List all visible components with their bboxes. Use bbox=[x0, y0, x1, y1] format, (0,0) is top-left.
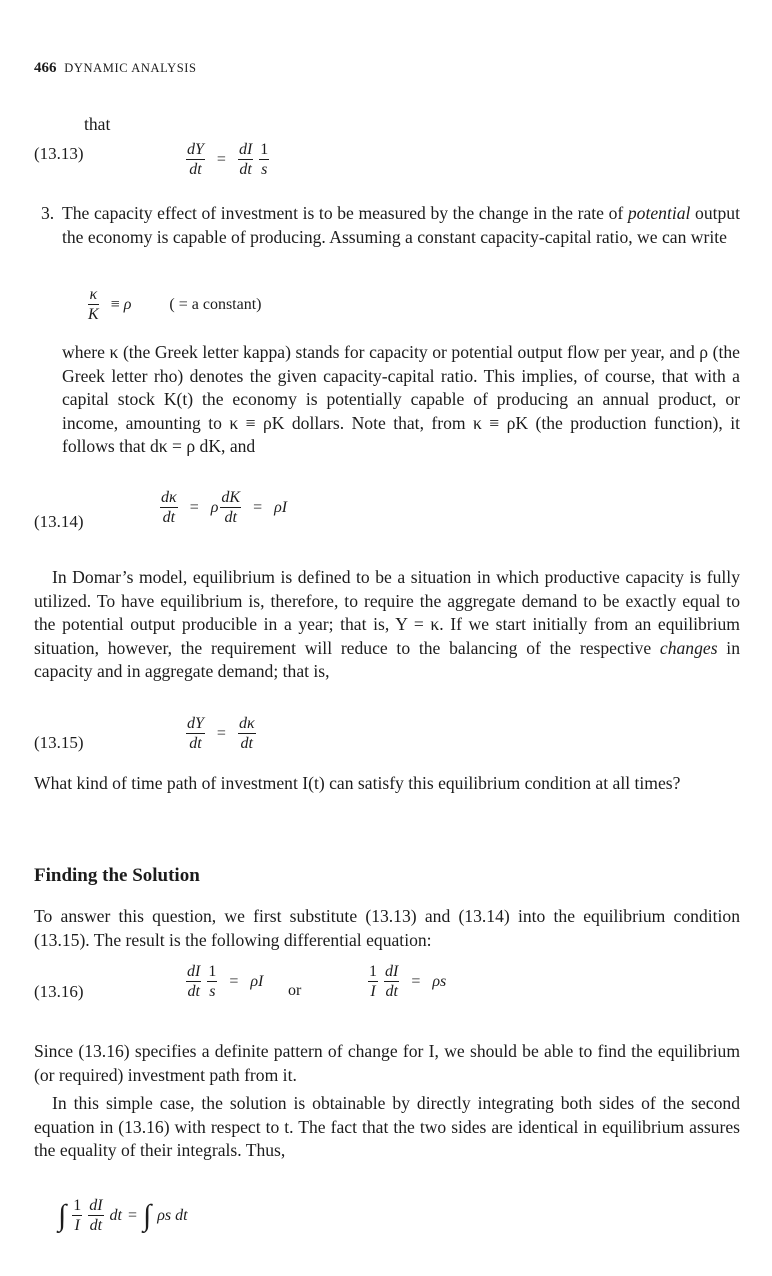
list-item-3: 3. The capacity effect of investment is to be measured by the change in the rate of potential output the economy is capable of producing. Assuming a constant capacity-capital ratio, we can write bbox=[41, 203, 740, 247]
eq-13-14-label: (13.14) bbox=[34, 512, 84, 531]
text-that: that bbox=[84, 114, 111, 134]
eq-13-15-label: (13.15) bbox=[34, 733, 84, 752]
section-heading: Finding the Solution bbox=[34, 865, 200, 886]
equation-13-14: $\frac{d\kappa}{dt}$ = ρ $\frac{dK}{dt}$ = ρI bbox=[161, 489, 288, 526]
equation-integral: ∫ $\frac{1}{I}$ $\frac{dI}{dt}$ dt = ∫ ρs dt bbox=[58, 1197, 188, 1234]
constant-note: ( = a constant) bbox=[169, 295, 262, 313]
text-or: or bbox=[288, 982, 302, 999]
page-number: 466 bbox=[34, 60, 57, 76]
equation-13-13: $\frac{dY}{dt}$ = $\frac{dI}{dt}$ $\frac{1}{s}$ bbox=[187, 141, 269, 178]
paragraph-simple-case: In this simple case, the solution is obtainable by directly integrating both sides of the second equation in (13.16) with respect to t. The fact that the two sides are identical in equilibrium assures the equality of their integrals. Thus, bbox=[34, 1093, 740, 1161]
equation-13-16b: $\frac{1}{I}$ $\frac{dI}{dt}$ = ρs bbox=[369, 963, 447, 1000]
eq-13-13-label: (13.13) bbox=[34, 144, 84, 163]
paragraph-question: What kind of time path of investment I(t) can satisfy this equilibrium condition at all times? bbox=[34, 773, 681, 793]
paragraph-domar: In Domar’s model, equilibrium is defined to be a situation in which productive capacity is fully utilized. To have equilibrium is, therefore, to require the aggregate demand to be exactly equal to the potential output producible in a year; that is, Y = κ. If we start initially from an equilibrium situation, however, the requirement will reduce to the balancing of the respective changes in capacity and in aggregate demand; that is, bbox=[34, 567, 740, 682]
paragraph-since: Since (13.16) specifies a definite pattern of change for I, we should be able to find the equilibrium (or required) investment path from it. bbox=[34, 1041, 740, 1085]
equation-13-15: $\frac{dY}{dt}$ = $\frac{d\kappa}{dt}$ bbox=[187, 715, 255, 752]
equation-capacity-ratio: $\frac{\kappa}{K}$ ≡ ρ ( = a constant) bbox=[88, 286, 262, 323]
paragraph-substitute: To answer this question, we first substitute (13.13) and (13.14) into the equilibrium condition (13.15). The result is the following differential equation: bbox=[34, 906, 740, 950]
item-3-continuation: where κ (the Greek letter kappa) stands for capacity or potential output flow per year, and ρ (the Greek letter rho) denotes the given capacity-capital ratio. This implies, of course, that with a capital stock K(t) the economy is potentially capable of producing an annual product, or income, amounting to κ ≡ ρK dollars. Note that, from κ ≡ ρK (the production function), it follows that dκ = ρ dK, and bbox=[62, 342, 740, 457]
running-header bbox=[34, 60, 197, 77]
eq-13-16-label: (13.16) bbox=[34, 982, 84, 1001]
equation-13-16a: $\frac{dI}{dt}$ $\frac{1}{s}$ = ρI bbox=[187, 963, 264, 1000]
list-number: 3. bbox=[41, 203, 55, 223]
running-title: DYNAMIC ANALYSIS bbox=[64, 61, 197, 75]
